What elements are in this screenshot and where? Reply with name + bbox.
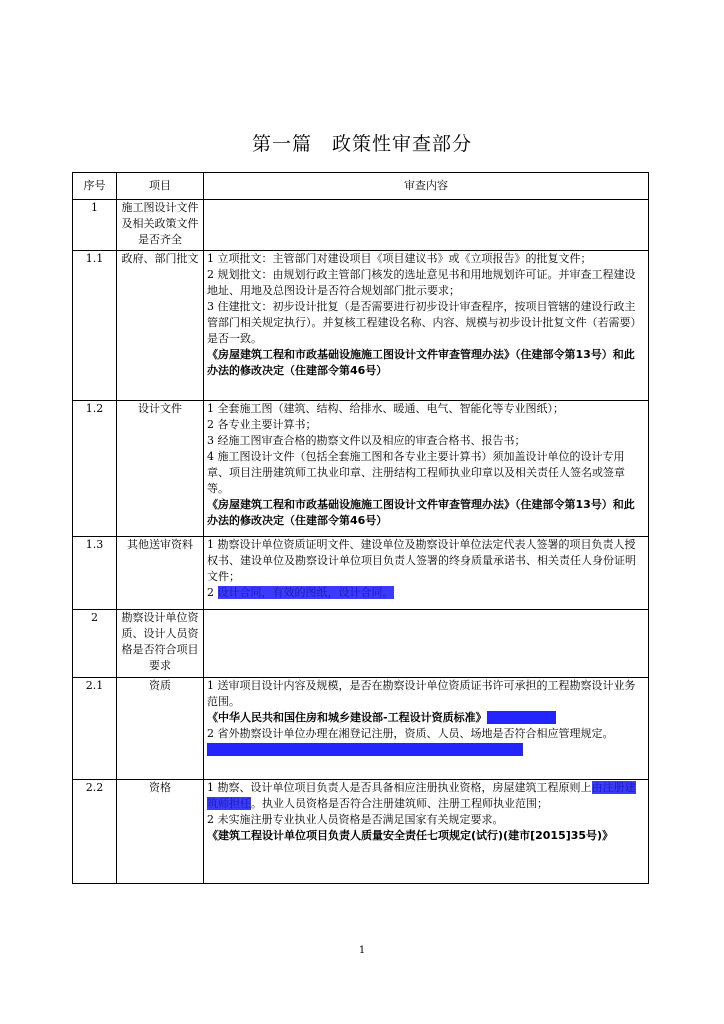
table-row bbox=[73, 678, 649, 780]
row-num: 2 bbox=[73, 610, 117, 678]
row-item: 政府、部门批文 bbox=[117, 251, 204, 401]
row-num: 2.1 bbox=[73, 678, 117, 780]
row-content bbox=[204, 537, 649, 610]
row-item: 设计文件 bbox=[117, 401, 204, 537]
highlighted-text: 由注册建筑师担任 bbox=[207, 781, 636, 810]
row-num: 1.2 bbox=[73, 401, 117, 537]
row-content bbox=[204, 401, 649, 537]
content-line: 1 立项批文：主管部门对建设项目《项目建议书》或《立项报告》的批复文件； bbox=[207, 252, 592, 265]
page-title: 第一篇 政策性审查部分 bbox=[251, 133, 472, 155]
table-row bbox=[73, 200, 649, 251]
line-prefix: 2 bbox=[207, 586, 218, 599]
row-item: 资质 bbox=[117, 678, 204, 780]
content-line: 2 各专业主要计算书； bbox=[207, 418, 317, 431]
content-line bbox=[207, 710, 645, 726]
content-line: 3 住建批文：初步设计批复（是否需要进行初步设计审查程序，按项目管辖的建设行政主管部门相关规定执行）。并复核工程建设名称、内容、规模与初步设计批复文件（若需要）是否一致。 bbox=[207, 300, 642, 345]
row-content bbox=[204, 251, 649, 401]
content-line: 4 施工图设计文件（包括全套施工图和各专业主要计算书）须加盖设计单位的设计专用章、项目注册建筑师工执业印章、注册结构工程师执业印章以及相关责任人签名或签章等。 bbox=[207, 450, 625, 495]
table-row bbox=[73, 537, 649, 610]
table-row bbox=[73, 401, 649, 537]
row-num: 1.3 bbox=[73, 537, 117, 610]
content-line bbox=[207, 585, 645, 601]
page-number: 1 bbox=[358, 945, 366, 956]
table-header-row bbox=[73, 173, 649, 200]
row-item: 勘察设计单位资质、设计人员资格是否符合项目要求 bbox=[117, 610, 204, 678]
regulation-reference: 《中华人民共和国住房和城乡建设部-工程设计资质标准》 bbox=[207, 711, 487, 724]
highlighted-text: 设计合同，有效的图纸，设计合同。 bbox=[217, 586, 394, 599]
table-row bbox=[73, 610, 649, 678]
row-content bbox=[204, 780, 649, 884]
header-num: 序号 bbox=[73, 173, 117, 200]
table-row bbox=[73, 251, 649, 401]
regulation-reference: 《房屋建筑工程和市政基础设施施工图设计文件审查管理办法》（住建部令第13号）和此办法的修改决定（住建部令第46号） bbox=[207, 348, 635, 377]
table-row bbox=[73, 780, 649, 884]
row-num: 1.1 bbox=[73, 251, 117, 401]
highlighted-text: （2016年版） bbox=[486, 711, 556, 724]
content-text: 1 勘察、设计单位项目负责人是否具备相应注册执业资格，房屋建筑工程原则上 bbox=[207, 781, 592, 794]
row-num: 1 bbox=[73, 200, 117, 251]
content-line: 1 送审项目设计内容及规模，是否在勘察设计单位资质证书许可承担的工程勘察设计业务范围。 bbox=[207, 679, 636, 708]
header-item: 项目 bbox=[117, 173, 204, 200]
content-line: 2 省外勘察设计单位办理在湘登记注册，资质、人员、场地是否符合相应管理规定。 bbox=[207, 727, 614, 740]
content-line bbox=[207, 780, 645, 812]
row-item: 施工图设计文件及相关政策文件是否齐全 bbox=[117, 200, 204, 251]
content-line: 1 全套施工图（建筑、结构、给排水、暖通、电气、智能化等专业图纸）； bbox=[207, 402, 564, 415]
row-content bbox=[204, 678, 649, 780]
content-line bbox=[207, 742, 645, 758]
row-num: 2.2 bbox=[73, 780, 117, 884]
regulation-reference: 《建筑工程设计单位项目负责人质量安全责任七项规定(试行)(建市[2015]35号)》 bbox=[207, 829, 614, 842]
row-content bbox=[204, 610, 649, 678]
content-text: 。执业人员资格是否符合注册建筑师、注册工程师执业范围； bbox=[251, 797, 548, 810]
content-line: 3 经施工图审查合格的勘察文件以及相应的审查合格书、报告书； bbox=[207, 434, 526, 447]
content-line: 1 勘察设计单位资质证明文件、建设单位及勘察设计单位法定代表人签署的项目负责人授权书、建设单位及勘察设计单位项目负责人签署的终身质量承诺书、相关责任人身份证明文件； bbox=[207, 538, 636, 583]
row-item: 资格 bbox=[117, 780, 204, 884]
row-item: 其他送审资料 bbox=[117, 537, 204, 610]
regulation-reference: 《房屋建筑工程和市政基础设施施工图设计文件审查管理办法》（住建部令第13号）和此办法的修改决定（住建部令第46号） bbox=[207, 498, 635, 527]
header-content: 审查内容 bbox=[204, 173, 649, 200]
review-table bbox=[72, 172, 649, 884]
content-line: 2 规划批文：由规划行政主管部门核发的选址意见书和用地规划许可证。并审查工程建设地址、用地及总图设计是否符合规划部门批示要求； bbox=[207, 268, 636, 297]
highlighted-reference: 《湖南省入湘建筑业企业监督管理办法》(湘建建[2010]136号) bbox=[207, 743, 523, 756]
row-content bbox=[204, 200, 649, 251]
content-line: 2 未实施注册专业执业人员资格是否满足国家有关规定要求。 bbox=[207, 813, 504, 826]
